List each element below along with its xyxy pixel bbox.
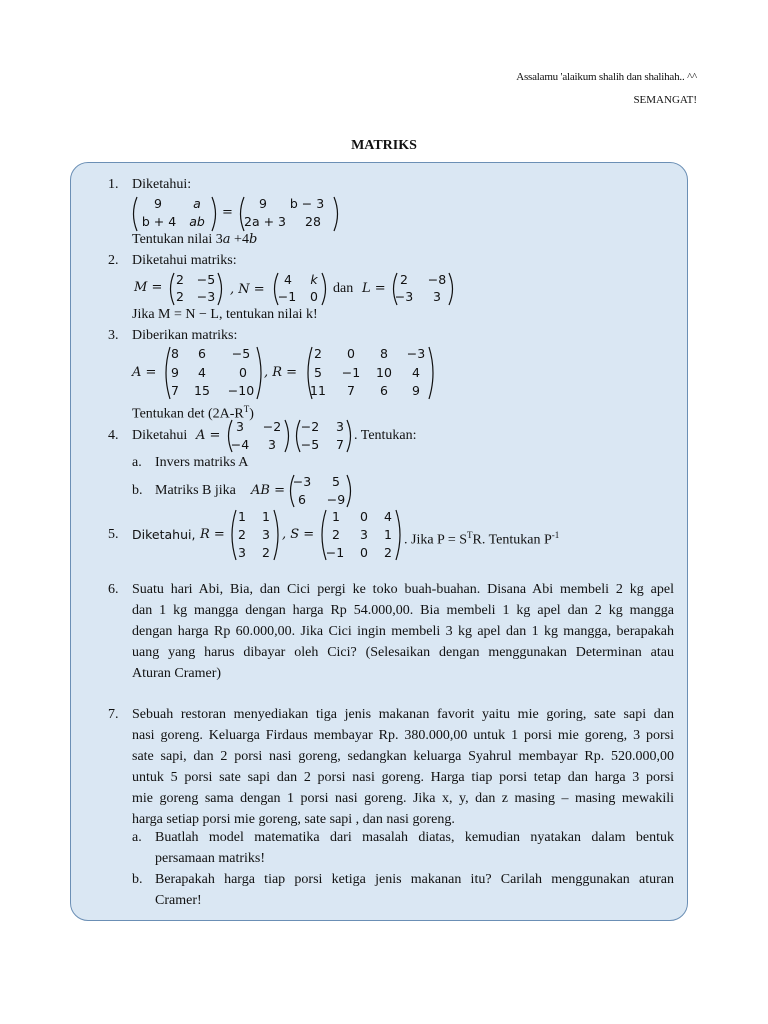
matrix-cell: 0 <box>239 365 247 380</box>
question-paragraph <box>132 704 674 830</box>
matrix-cell: 0 <box>347 346 355 361</box>
sub-question-b <box>155 869 674 911</box>
question-label: Diberikan matriks: <box>132 328 238 343</box>
matrix-cell: 4 <box>384 509 392 524</box>
matrix-name: , N = <box>230 282 265 297</box>
matrix-cell: 4 <box>198 365 206 380</box>
paragraph-line: uang yang harus dibayar oleh Cici? (Selesaikan dengan menggunakan Determinan atau <box>132 645 674 660</box>
question-number: 1. <box>108 177 119 192</box>
matrix-name: A = <box>132 365 157 380</box>
matrix-cell: 8 <box>380 346 388 361</box>
matrix-cell: 8 <box>171 346 179 361</box>
matrix-cell: 5 <box>332 474 340 489</box>
matrix-cell: 7 <box>347 383 355 398</box>
paragraph-line: persamaan matriks! <box>155 851 266 866</box>
matrix-cell: −5 <box>300 437 320 452</box>
matrix-cell: −1 <box>277 289 297 304</box>
matrix-cell: 5 <box>314 365 322 380</box>
matrix-cell: 6 <box>198 346 206 361</box>
matrix-cell: 1 <box>332 509 340 524</box>
question-number: 3. <box>108 328 119 343</box>
matrix-cell: −3 <box>394 289 414 304</box>
sub-letter: b. <box>132 483 143 498</box>
matrix-cell: 28 <box>305 214 321 229</box>
matrix-cell: 2 <box>176 289 184 304</box>
question-task: . Jika $P = S^TR$. Tentukan $P^{-1}$ <box>404 530 560 548</box>
question-number: 2. <box>108 253 119 268</box>
right-paren <box>272 509 282 561</box>
sub-question-a <box>155 827 674 869</box>
right-paren <box>394 509 404 561</box>
matrix-cell: 4 <box>412 365 420 380</box>
matrix-cell: a <box>193 196 201 211</box>
matrix-name: A = <box>196 428 221 443</box>
question-number: 7. <box>108 707 119 722</box>
matrix-cell: 3 <box>268 437 276 452</box>
matrix-cell: −1 <box>325 545 345 560</box>
matrix-cell: 2 <box>314 346 322 361</box>
right-paren <box>216 272 226 306</box>
matrix-cell: 2 <box>238 527 246 542</box>
question-number: 4. <box>108 428 119 443</box>
matrix-name: AB = <box>251 483 285 498</box>
question-paragraph <box>132 579 674 684</box>
matrix-cell: 0 <box>360 545 368 560</box>
paragraph-line: Suatu hari Abi, Bia, dan Cici pergi ke toko buah-buahan. Disana Abi membeli 2 kg apel <box>132 582 674 597</box>
paragraph-line: dengan harga Rp 60.000,00. Jika Cici ingin membeli 3 kg apel dan 1 kg mangga, berapakah <box>132 624 674 639</box>
page-title: MATRIKS <box>351 138 417 153</box>
matrix-cell: b − 3 <box>289 196 325 211</box>
matrix-cell: 2 <box>176 272 184 287</box>
paragraph-line: sate sapi, dan 2 porsi nasi goreng, sedangkan keluarga Syahrul membayar Rp. 520.000,00 <box>132 749 674 764</box>
matrix-cell: 0 <box>360 509 368 524</box>
matrix-cell: 9 <box>412 383 420 398</box>
sub-letter: a. <box>132 455 142 470</box>
matrix-cell: −2 <box>300 419 320 434</box>
matrix-cell: −5 <box>196 272 216 287</box>
matrix-cell: −8 <box>427 272 447 287</box>
conjunction: dan <box>333 281 354 296</box>
matrix-cell: 6 <box>380 383 388 398</box>
matrix-name: , R = <box>264 365 298 380</box>
paragraph-line: harga setiap porsi mie goreng, sate sapi , dan nasi goreng. <box>132 812 455 827</box>
paragraph-line: nasi goreng. Keluarga Firdaus membayar Rp. 380.000,00 untuk 1 porsi mie goreng, 3 porsi <box>132 728 674 743</box>
matrix-cell: −5 <box>231 346 251 361</box>
matrix-cell: 1 <box>262 509 270 524</box>
right-paren <box>427 346 437 400</box>
question-label: Diketahui, <box>132 527 196 542</box>
sub-question-b: Matriks B jika <box>155 483 236 498</box>
question-number: 5. <box>108 527 119 542</box>
paragraph-line: Buatlah model matematika dari masalah diatas, kemudian nyatakan dalam bentuk <box>155 830 674 845</box>
matrix-cell: 1 <box>238 509 246 524</box>
paragraph-line: Cramer! <box>155 893 202 908</box>
greeting-text: Assalamu 'alaikum shalih dan shalihah.. ^^ <box>516 71 697 83</box>
matrix-cell: −3 <box>292 474 312 489</box>
question-task: . Tentukan: <box>354 428 417 443</box>
matrix-name: R = <box>200 527 225 542</box>
matrix-cell: 9 <box>154 196 162 211</box>
paragraph-line: Aturan Cramer) <box>132 666 222 681</box>
matrix-cell: 3 <box>336 419 344 434</box>
matrix-cell: 2 <box>332 527 340 542</box>
matrix-cell: 15 <box>194 383 210 398</box>
matrix-name: M = <box>134 280 163 295</box>
right-paren <box>447 272 457 306</box>
matrix-cell: 7 <box>336 437 344 452</box>
matrix-cell: 2 <box>262 545 270 560</box>
motivation-text: SEMANGAT! <box>633 94 697 106</box>
matrix-cell: 2a + 3 <box>244 214 286 229</box>
matrix-cell: −4 <box>230 437 250 452</box>
matrix-cell: 0 <box>310 289 318 304</box>
question-label: Diketahui <box>132 428 188 443</box>
matrix-cell: −1 <box>341 365 361 380</box>
matrix-cell: −10 <box>227 383 255 398</box>
matrix-cell: 11 <box>310 383 326 398</box>
matrix-cell: 3 <box>360 527 368 542</box>
right-paren <box>345 474 355 508</box>
matrix-cell: 3 <box>236 419 244 434</box>
sub-letter: a. <box>132 830 142 845</box>
matrix-cell: −2 <box>262 419 282 434</box>
question-label: Diketahui: <box>132 177 192 192</box>
question-label: Diketahui matriks: <box>132 253 237 268</box>
paragraph-line: Berapakah harga tiap porsi ketiga jenis makanan itu? Carilah menggunakan aturan <box>155 872 674 887</box>
matrix-cell: 3 <box>433 289 441 304</box>
matrix-cell: −9 <box>326 492 346 507</box>
matrix-cell: 9 <box>259 196 267 211</box>
matrix-cell: 1 <box>384 527 392 542</box>
matrix-cell: −3 <box>196 289 216 304</box>
question-task: Tentukan $\det (2A-R^T)$ <box>132 404 254 422</box>
question-task: Jika M = N − L, tentukan nilai k! <box>132 307 318 322</box>
matrix-cell: 3 <box>262 527 270 542</box>
right-paren <box>320 272 330 306</box>
equals-sign: = <box>222 205 233 220</box>
matrix-cell: −3 <box>406 346 426 361</box>
question-task: Tentukan nilai 3a +4b <box>132 232 258 247</box>
matrix-cell: 2 <box>400 272 408 287</box>
paragraph-line: mie goreng sama dengan 1 porsi nasi goreng. Jika x, y, dan z masing – masing mewakili <box>132 791 674 806</box>
question-number: 6. <box>108 582 119 597</box>
right-paren <box>332 196 342 232</box>
sub-letter: b. <box>132 872 143 887</box>
paragraph-line: dan 1 kg mangga dengan harga Rp 54.000,00. Bia membeli 1 kg apel dan 2 kg mangga <box>132 603 674 618</box>
matrix-cell: b + 4 <box>141 214 177 229</box>
right-paren <box>210 196 220 232</box>
matrix-cell: 10 <box>376 365 392 380</box>
matrix-cell: 9 <box>171 365 179 380</box>
paragraph-line: untuk 5 porsi sate sapi dan 2 porsi nasi goreng. Harga tiap porsi tetap dan harga 3 porsi <box>132 770 674 785</box>
matrix-cell: 2 <box>384 545 392 560</box>
matrix-name: L = <box>362 281 386 296</box>
matrix-cell: 3 <box>238 545 246 560</box>
matrix-cell: 4 <box>284 272 292 287</box>
matrix-cell: k <box>310 272 318 287</box>
matrix-cell: 6 <box>298 492 306 507</box>
sub-question-a: Invers matriks A <box>155 455 249 470</box>
matrix-cell: ab <box>189 214 205 229</box>
paragraph-line: Sebuah restoran menyediakan tiga jenis makanan favorit yaitu mie goring, sate sapi dan <box>132 707 674 722</box>
matrix-name: , S = <box>282 527 315 542</box>
matrix-cell: 7 <box>171 383 179 398</box>
